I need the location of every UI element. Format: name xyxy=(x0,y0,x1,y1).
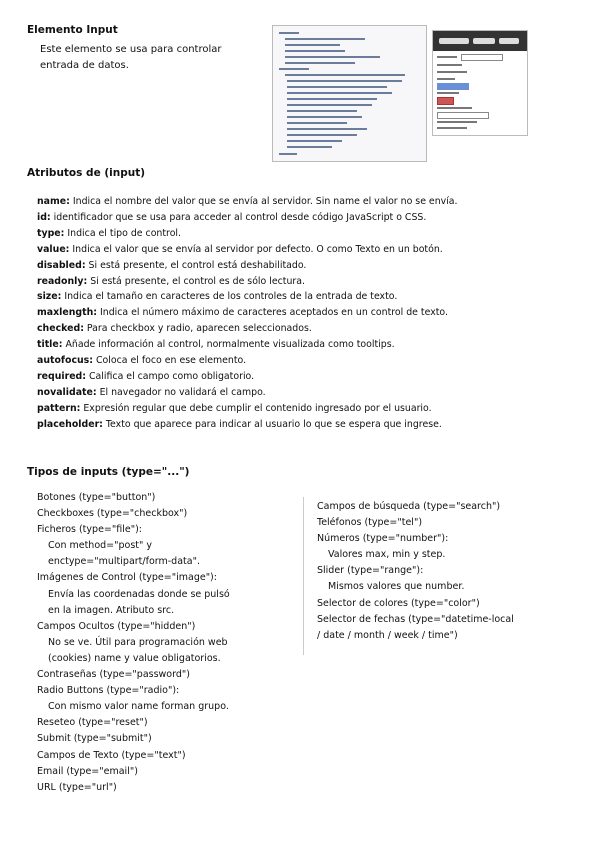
attribute-description: Coloca el foco en ese elemento. xyxy=(93,355,247,367)
attribute-name: autofocus: xyxy=(37,355,94,367)
input-type-item: Números (type="number"): xyxy=(317,533,449,545)
attribute-item xyxy=(37,401,567,417)
section-title-attrs: Atributos de (input) xyxy=(27,167,146,179)
attribute-item xyxy=(37,337,567,353)
attribute-name: id: xyxy=(37,211,51,223)
input-type-item: URL (type="url") xyxy=(37,781,117,793)
attribute-item xyxy=(37,353,567,369)
attribute-item xyxy=(37,289,567,305)
section-title-input: Elemento Input xyxy=(27,24,118,36)
attribute-description: Añade información al control, normalmente visualizada como tooltips. xyxy=(62,339,395,351)
attribute-list xyxy=(37,194,567,433)
attribute-description: Si está presente, el control está deshabilitado. xyxy=(85,259,307,271)
input-type-item: Submit (type="submit") xyxy=(37,733,152,745)
attribute-description: Indica el tamaño en caracteres de los controles de la entrada de texto. xyxy=(61,291,398,303)
attribute-description: identificador que se usa para acceder al control desde código JavaScript o CSS. xyxy=(50,211,427,223)
input-type-item: Ficheros (type="file"): xyxy=(37,524,142,536)
column-divider xyxy=(303,497,304,655)
input-type-item: Reseteo (type="reset") xyxy=(37,717,148,729)
input-type-item: Radio Buttons (type="radio"): xyxy=(37,685,180,697)
input-type-item: Selector de fechas (type="datetime-local xyxy=(317,613,514,625)
input-type-item: (cookies) name y value obligatorios. xyxy=(48,652,221,664)
input-type-item: Con method="post" y xyxy=(48,540,153,552)
attribute-name: maxlength: xyxy=(37,307,98,319)
input-type-item: Con mismo valor name forman grupo. xyxy=(48,701,229,713)
attribute-description: Expresión regular que debe cumplir el contenido ingresado por el usuario. xyxy=(80,402,432,414)
input-type-item: Botones (type="button") xyxy=(37,492,156,503)
code-screenshot xyxy=(272,25,427,162)
attribute-name: value: xyxy=(37,243,70,255)
input-type-item: Campos Ocultos (type="hidden") xyxy=(37,620,196,632)
attribute-name: pattern: xyxy=(37,402,81,414)
attribute-name: title: xyxy=(37,339,63,351)
attribute-item xyxy=(37,242,567,258)
input-type-item: en la imagen. Atributo src. xyxy=(48,604,175,616)
types-list-left xyxy=(37,490,230,796)
input-type-item: Slider (type="range"): xyxy=(317,565,424,577)
attribute-name: checked: xyxy=(37,323,84,335)
attribute-item xyxy=(37,194,567,210)
attribute-item xyxy=(37,210,567,226)
input-type-item: Email (type="email") xyxy=(37,765,138,777)
attribute-item xyxy=(37,417,567,433)
types-list-right xyxy=(317,499,514,644)
attribute-description: Indica el tipo de control. xyxy=(64,227,182,239)
input-type-item: Campos de Texto (type="text") xyxy=(37,749,186,761)
attribute-description: Califica el campo como obligatorio. xyxy=(86,370,255,382)
attribute-name: name: xyxy=(37,196,70,207)
attribute-item xyxy=(37,321,567,337)
input-type-item: No se ve. Útil para programación web xyxy=(48,636,228,648)
form-preview-screenshot xyxy=(432,30,528,136)
attribute-item xyxy=(37,369,567,385)
input-type-item: Checkboxes (type="checkbox") xyxy=(37,508,188,520)
attribute-name: type: xyxy=(37,227,65,239)
attribute-item xyxy=(37,258,567,274)
attribute-name: placeholder: xyxy=(37,418,103,430)
attribute-description: Indica el nombre del valor que se envía al servidor. Sin name el valor no se envía. xyxy=(69,196,458,207)
attribute-description: Para checkbox y radio, aparecen seleccionados. xyxy=(83,323,312,335)
input-type-item: Contraseñas (type="password") xyxy=(37,669,190,681)
attribute-name: novalidate: xyxy=(37,386,97,398)
input-type-item: Teléfonos (type="tel") xyxy=(317,517,423,529)
input-type-item: enctype="multipart/form-data". xyxy=(48,556,200,568)
input-type-item: Campos de búsqueda (type="search") xyxy=(317,501,501,512)
input-type-item: Mismos valores que number. xyxy=(328,581,465,593)
attribute-name: disabled: xyxy=(37,259,86,271)
input-description: Este elemento se usa para controlar entrada de datos. xyxy=(40,44,222,71)
attribute-item xyxy=(37,226,567,242)
attribute-description: Texto que aparece para indicar al usuario lo que se espera que ingrese. xyxy=(102,418,442,430)
input-type-item: Envía las coordenadas donde se pulsó xyxy=(48,588,230,600)
attribute-item xyxy=(37,274,567,290)
attribute-description: Indica el número máximo de caracteres aceptados en un control de texto. xyxy=(97,307,448,319)
attribute-item xyxy=(37,305,567,321)
attribute-name: readonly: xyxy=(37,275,88,287)
input-type-item: Imágenes de Control (type="image"): xyxy=(37,572,217,584)
section-title-types: Tipos de inputs (type="...") xyxy=(27,466,190,478)
input-type-item: Selector de colores (type="color") xyxy=(317,597,480,609)
attribute-description: Indica el valor que se envía al servidor por defecto. O como Texto en un botón. xyxy=(69,243,443,255)
attribute-description: Si está presente, el control es de sólo lectura. xyxy=(87,275,305,287)
input-type-item: Valores max, min y step. xyxy=(328,549,446,561)
attribute-item xyxy=(37,385,567,401)
attribute-name: size: xyxy=(37,291,62,303)
input-type-item: / date / month / week / time") xyxy=(317,629,458,641)
attribute-name: required: xyxy=(37,370,87,382)
attribute-description: El navegador no validará el campo. xyxy=(96,386,266,398)
